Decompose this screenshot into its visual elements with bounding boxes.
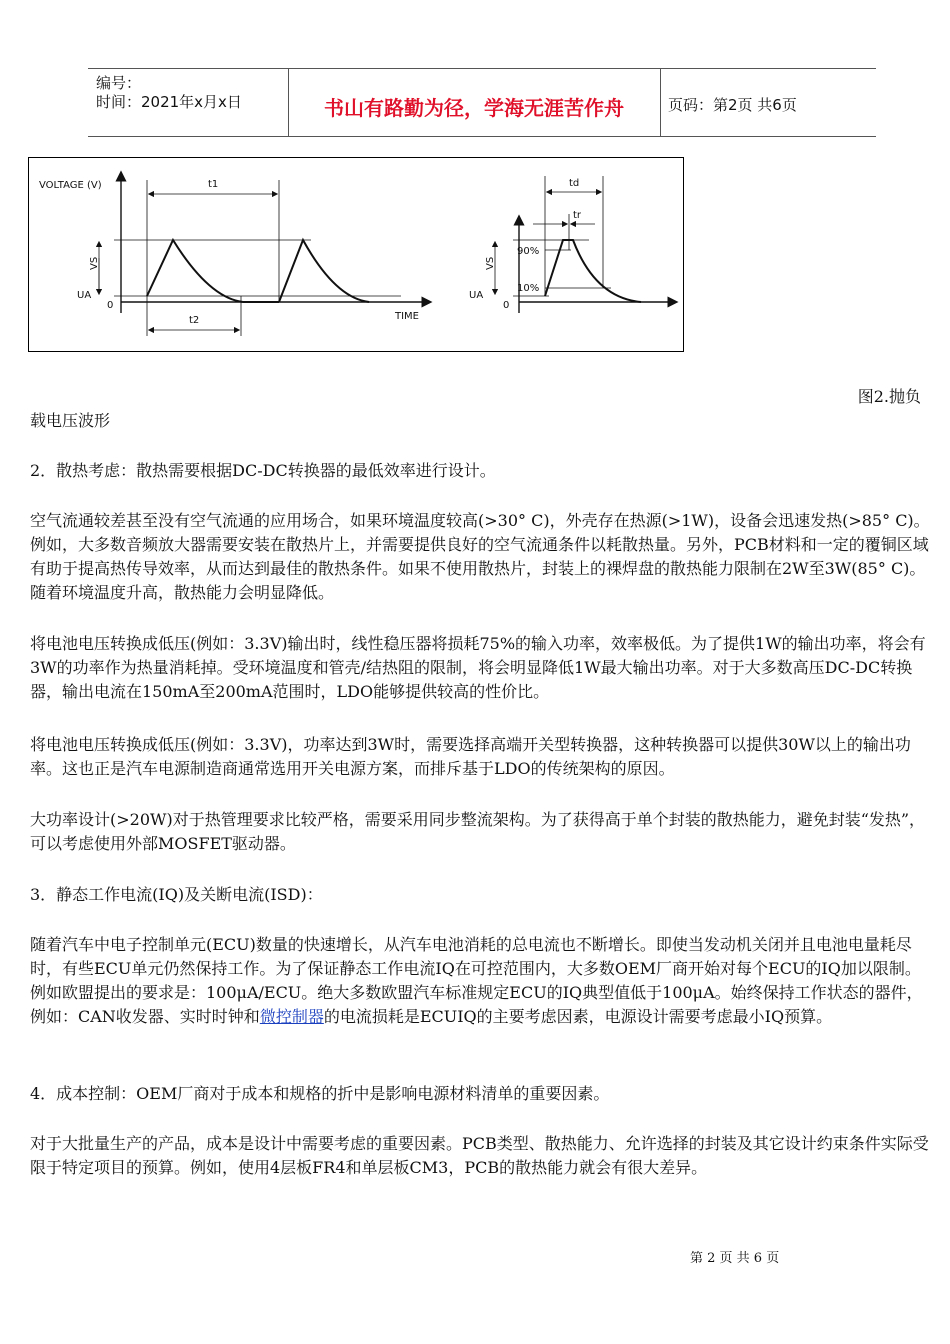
header-divider-right: [660, 68, 661, 136]
header-page-number: 页码：第2页 共6页: [668, 96, 797, 114]
left-t1-label: t1: [208, 179, 219, 190]
left-t2-label: t2: [189, 315, 200, 326]
right-pulse: [545, 240, 641, 302]
load-dump-waveform-figure: [28, 157, 684, 352]
paragraph-high-power-design: 大功率设计(>20W)对于热管理要求比较严格，需要采用同步整流架构。为了获得高于单个封装的散热能力，避免封装“发热”，可以考虑使用外部MOSFET驱动器。: [30, 810, 926, 853]
right-ua-label: UA: [469, 290, 484, 301]
right-90-label: 90%: [517, 246, 540, 257]
right-zero-label: 0: [503, 300, 510, 311]
paragraph-thermal-airflow: 空气流通较差甚至没有空气流通的应用场合，如果环境温度较高(>30° C)，外壳存在热源(>1W)，设备会迅速发热(>85° C)。例如，大多数音频放大器需要安装在散热片上，并需要提供良好的空气流通条件以耗散热量。另外，PCB材料和一定的覆铜区域有助于提高热传导效率，从而达到最佳的散热条件。如果不使用散热片，封装上的裸焊盘的散热能力限制在2W至3W(85° C)。随着环境温度升高，散热能力会明显降低。: [30, 511, 930, 602]
right-vs-label: VS: [485, 256, 496, 270]
paragraph-linear-regulator: 将电池电压转换成低压(例如：3.3V)输出时，线性稳压器将损耗75%的输入功率，效率极低。为了提供1W的输出功率，将会有3W的功率作为热量消耗掉。受环境温度和管壳/结热阻的限制，将会明显降低1W最大输出功率。对于大多数高压DC-DC转换器，输出电流在150mA至200mA范围时，LDO能够提供较高的性价比。: [30, 634, 926, 701]
section-3-heading: 3．静态工作电流(IQ)及关断电流(ISD)：: [30, 885, 323, 904]
figure-caption-line1: 图2.抛负: [857, 387, 921, 406]
paragraph-switching-converter: 将电池电压转换成低压(例如：3.3V)，功率达到3W时，需要选择高端开关型转换器，这种转换器可以提供30W以上的输出功率。这也正是汽车电源制造商通常选用开关电源方案，而排斥基于LDO的传统架构的原因。: [30, 735, 911, 778]
quiescent-text-before-link: 随着汽车中电子控制单元(ECU)数量的快速增长，从汽车电池消耗的总电流也不断增长。即使当发动机关闭并且电池电量耗尽时，有些ECU单元仍然保持工作。为了保证静态工作电流IQ在可控范围内，大多数OEM厂商开始对每个ECU的IQ加以限制。例如欧盟提出的要求是：100μA/ECU。绝大多数欧盟汽车标准规定ECU的IQ典型值低于100μA。始终保持工作状态的器件，例如：CAN收发器、实时时钟和: [30, 935, 923, 1026]
paragraph-cost-pcb: 对于大批量生产的产品，成本是设计中需要考虑的重要因素。PCB类型、散热能力、允许选择的封装及其它设计约束条件实际受限于特定项目的预算。例如，使用4层板FR4和单层板CM3，PCB的散热能力就会有很大差异。: [30, 1134, 929, 1177]
figure-caption-line2: 载电压波形: [30, 411, 111, 430]
section-4-heading: 4．成本控制：OEM厂商对于成本和规格的折中是影响电源材料清单的重要因素。: [30, 1084, 610, 1103]
right-10-label: 10%: [517, 283, 540, 294]
left-pulse-2: [279, 240, 369, 302]
section-2-heading: 2．散热考虑：散热需要根据DC-DC转换器的最低效率进行设计。: [30, 461, 496, 480]
footer-page-number: 第 2 页 共 6 页: [690, 1251, 780, 1266]
waveform-diagram: [29, 158, 683, 351]
left-y-axis-label: VOLTAGE (V): [39, 180, 102, 191]
paragraph-quiescent-current: [30, 933, 935, 1029]
header-time: 时间：2021年x月x日: [96, 93, 242, 111]
right-chart: [469, 176, 673, 313]
left-zero-label: 0: [107, 300, 114, 311]
left-pulse-1: [147, 240, 243, 302]
header-motto: 书山有路勤为径，学海无涯苦作舟: [324, 96, 624, 120]
microcontroller-link[interactable]: 微控制器: [259, 1007, 324, 1026]
header-top-rule: [88, 68, 876, 69]
header-bottom-rule: [88, 136, 876, 137]
left-vs-label: VS: [89, 256, 100, 270]
left-chart: [39, 176, 427, 336]
right-tr-label: tr: [573, 210, 582, 221]
right-td-label: td: [569, 178, 580, 189]
header-serial: 编号：: [96, 74, 142, 92]
left-x-axis-label: TIME: [395, 311, 420, 322]
left-ua-label: UA: [77, 290, 92, 301]
quiescent-text-after-link: 的电流损耗是ECUIQ的主要考虑因素，电源设计需要考虑最小IQ预算。: [323, 1007, 833, 1026]
